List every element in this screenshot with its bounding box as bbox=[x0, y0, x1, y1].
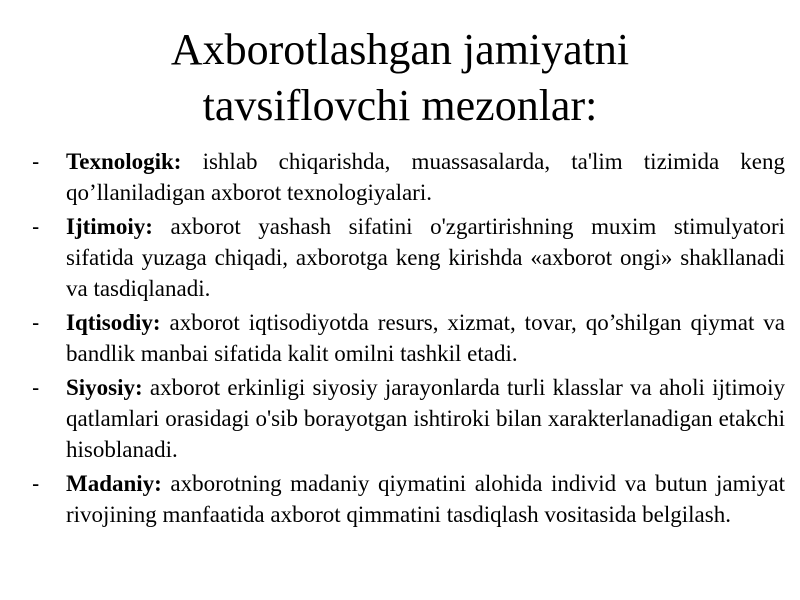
slide-title-line-2: tavsiflovchi mezonlar: bbox=[202, 81, 598, 130]
criteria-description: axborotning madaniy qiymatini alohida individ va butun jamiyat rivojining manfaatida axborot qimmatini tasdiqlash vositasida belgilash. bbox=[66, 471, 785, 527]
criteria-term: Madaniy: bbox=[66, 471, 162, 496]
criteria-item-cultural bbox=[30, 468, 785, 530]
criteria-term: Iqtisodiy: bbox=[66, 310, 161, 335]
criteria-term: Texnologik: bbox=[66, 149, 182, 174]
criteria-item-political bbox=[30, 372, 785, 465]
criteria-description: axborot yashash sifatini o'zgartirishning muxim stimulyatori sifatida yuzaga chiqadi, axborotga keng kirishda «axborot ongi» shakllanadi va tasdiqlanadi. bbox=[66, 214, 785, 301]
criteria-description: axborot iqtisodiyotda resurs, xizmat, tovar, qo’shilgan qiymat va bandlik manbai sifatida kalit omilni tashkil etadi. bbox=[66, 310, 785, 366]
dash-bullet: - bbox=[32, 214, 40, 239]
criteria-term: Ijtimoiy: bbox=[66, 214, 153, 239]
criteria-term: Siyosiy: bbox=[66, 375, 143, 400]
dash-bullet: - bbox=[32, 149, 40, 174]
criteria-list bbox=[30, 146, 785, 533]
criteria-item-social bbox=[30, 211, 785, 304]
dash-bullet: - bbox=[32, 471, 40, 496]
criteria-description: axborot erkinligi siyosiy jarayonlarda turli klasslar va aholi ijtimoiy qatlamlari orasidagi o'sib borayotgan ishtiroki bilan xarakterlanadigan etakchi hisoblanadi. bbox=[66, 375, 785, 462]
criteria-description: ishlab chiqarishda, muassasalarda, ta'lim tizimida keng qo’llaniladigan axborot texnologiyalari. bbox=[66, 149, 785, 205]
dash-bullet: - bbox=[32, 375, 40, 400]
dash-bullet: - bbox=[32, 310, 40, 335]
criteria-item-economic bbox=[30, 307, 785, 369]
criteria-item-technological bbox=[30, 146, 785, 208]
slide-title-line-1: Axborotlashgan jamiyatni bbox=[170, 25, 630, 74]
slide-title bbox=[60, 22, 740, 134]
